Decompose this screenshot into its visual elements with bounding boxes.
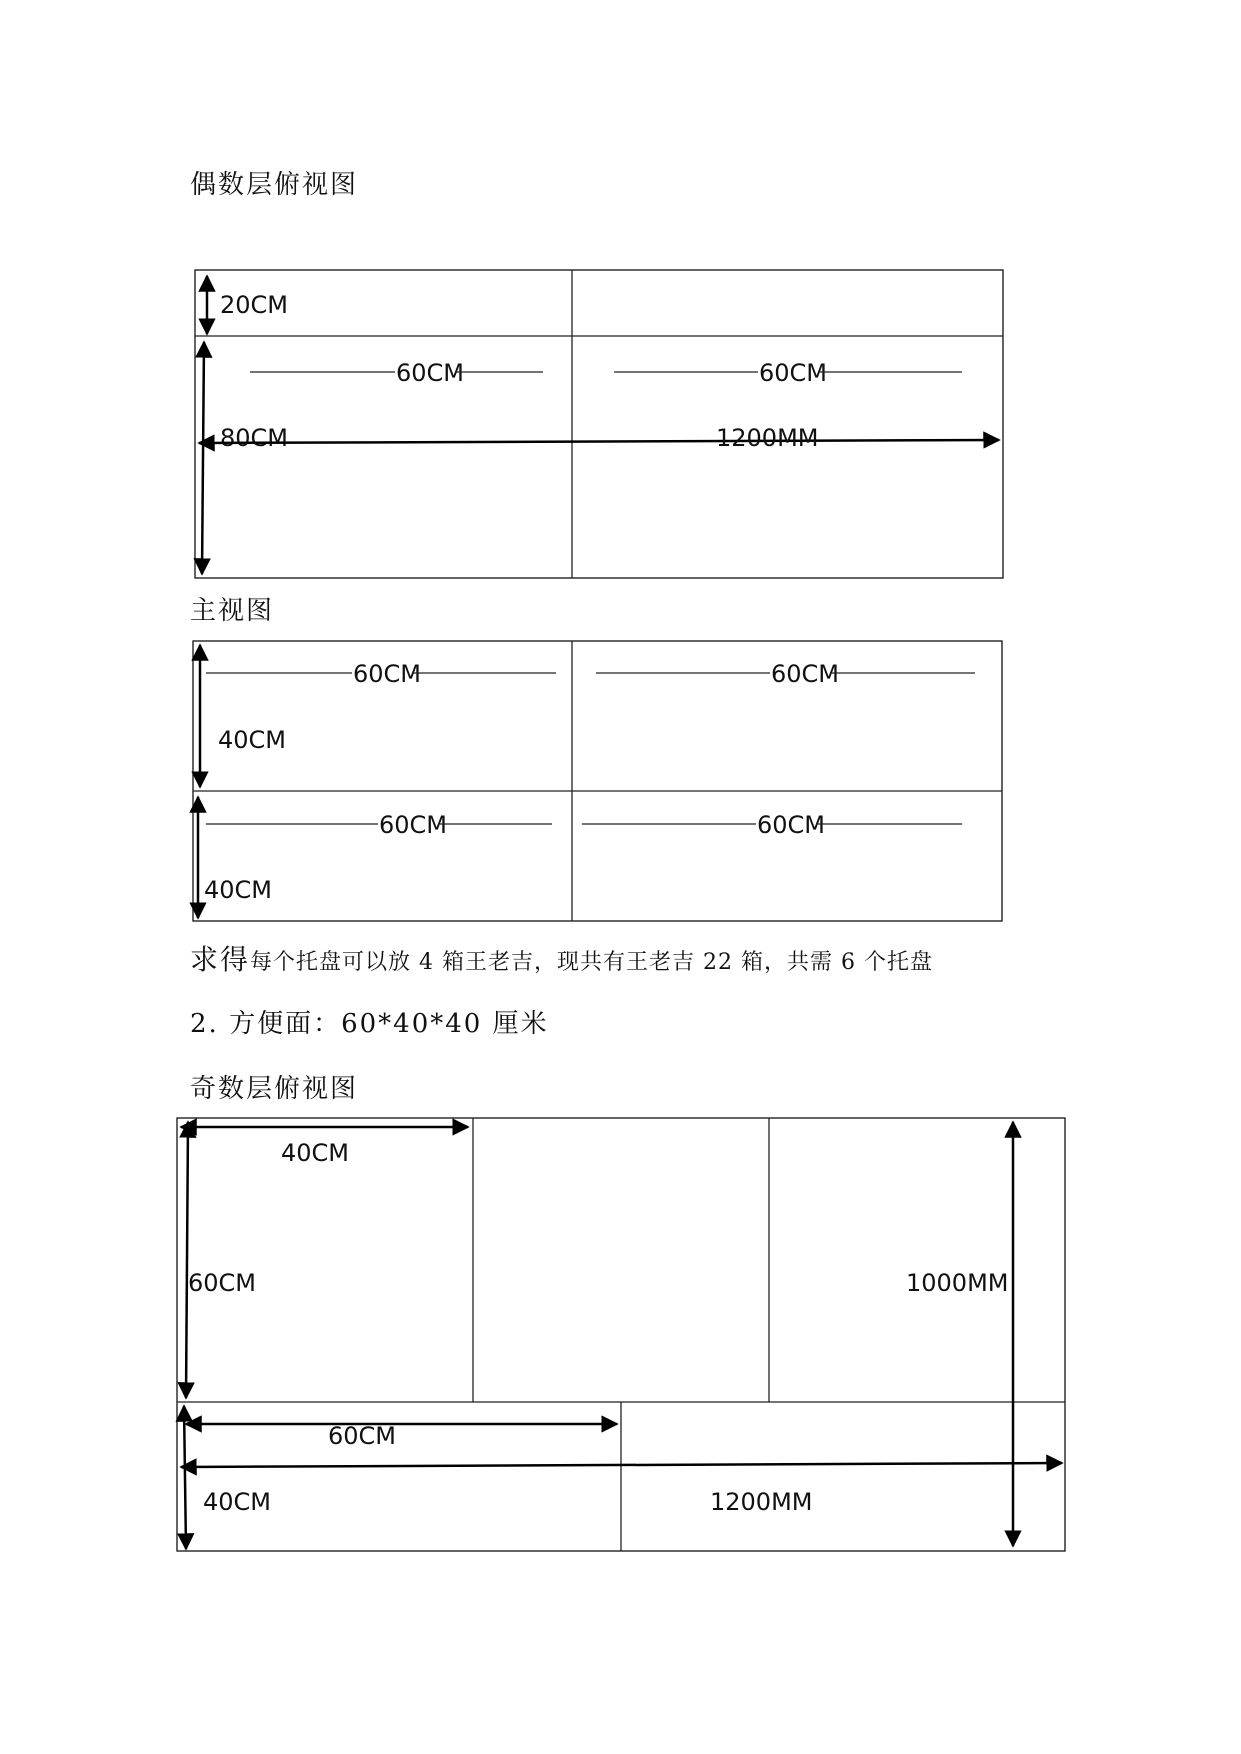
d2-frame: [193, 641, 1002, 921]
odd-layer-top-view-heading: 奇数层俯视图: [190, 1074, 359, 1104]
d1-20cm-label: 20CM: [220, 291, 289, 319]
d1-1200mm-arrow: [199, 440, 999, 443]
d3-40cm-top-label: 40CM: [281, 1139, 350, 1167]
front-view-heading: 主视图: [190, 596, 275, 626]
result-prefix: 求得: [190, 943, 251, 976]
d2-60cm-bl-label: 60CM: [379, 811, 448, 839]
d3-40cm-bottom-arrow: [184, 1406, 186, 1549]
d3-frame: [177, 1118, 1065, 1551]
even-layer-top-view-heading: 偶数层俯视图: [190, 170, 359, 200]
d3-40cm-bottom-label: 40CM: [203, 1488, 272, 1516]
diagram-odd-layer: [177, 1118, 1065, 1551]
d3-60cm-bottom-label: 60CM: [328, 1422, 397, 1450]
d1-80cm-arrow: [202, 342, 204, 574]
d1-60cm-right-label: 60CM: [759, 359, 828, 387]
d3-60cm-side-label: 60CM: [188, 1269, 257, 1297]
d2-60cm-tl-label: 60CM: [353, 660, 422, 688]
d1-80cm-label: 80CM: [220, 424, 289, 452]
d2-60cm-br-label: 60CM: [757, 811, 826, 839]
d2-40cm-bottom-label: 40CM: [204, 876, 273, 904]
d1-1200mm-label: 1200MM: [716, 424, 819, 452]
d3-60cm-side-arrow: [186, 1122, 188, 1398]
d3-1200mm-arrow: [181, 1463, 1062, 1467]
d2-60cm-tr-label: 60CM: [771, 660, 840, 688]
item-2-heading: 2. 方便面：60*40*40 厘米: [190, 1009, 549, 1039]
d1-frame: [195, 270, 1003, 578]
diagram-front-view: [193, 641, 1002, 921]
d2-40cm-top-label: 40CM: [218, 726, 287, 754]
d3-1000mm-label: 1000MM: [906, 1269, 1009, 1297]
diagram-even-layer: [195, 270, 1003, 578]
d3-1200mm-label: 1200MM: [710, 1488, 813, 1516]
d1-60cm-left-label: 60CM: [396, 359, 465, 387]
result-line: [190, 938, 933, 978]
result-body: 每个托盘可以放 4 箱王老吉，现共有王老吉 22 箱，共需 6 个托盘: [250, 950, 933, 975]
